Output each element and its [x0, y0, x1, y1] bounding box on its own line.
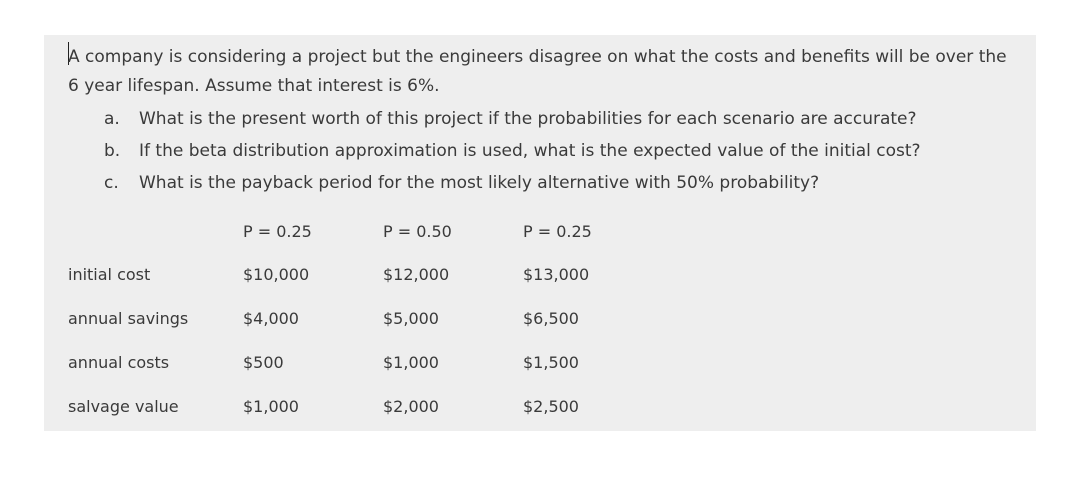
- table-cell: $1,000: [383, 353, 439, 372]
- row-label-annual-costs: annual costs: [68, 353, 170, 372]
- problem-line-1: A company is considering a project but the engineers disagree on what the costs and benefits will be over the: [68, 47, 1007, 67]
- table-cell: $10,000: [243, 265, 310, 284]
- question-a-text: What is the present worth of this project if the probabilities for each scenario are accurate?: [139, 109, 917, 129]
- table-header-col-1: P = 0.25: [243, 222, 312, 241]
- question-a-marker: a.: [104, 109, 120, 129]
- table-cell: $1,500: [523, 353, 579, 372]
- question-b-marker: b.: [104, 141, 121, 161]
- question-c-text: What is the payback period for the most likely alternative with 50% probability?: [139, 173, 820, 193]
- table-cell: $2,000: [383, 397, 439, 416]
- table-cell: $1,000: [243, 397, 299, 416]
- row-label-annual-savings: annual savings: [68, 309, 189, 328]
- table-cell: $500: [243, 353, 284, 372]
- row-label-initial-cost: initial cost: [68, 265, 151, 284]
- table-cell: $6,500: [523, 309, 579, 328]
- table-cell: $4,000: [243, 309, 299, 328]
- table-header-col-2: P = 0.50: [383, 222, 452, 241]
- table-header-col-3: P = 0.25: [523, 222, 592, 241]
- table-cell: $13,000: [523, 265, 590, 284]
- question-c-marker: c.: [104, 173, 119, 193]
- question-b-text: If the beta distribution approximation is used, what is the expected value of the initial cost?: [139, 141, 921, 161]
- table-cell: $12,000: [383, 265, 450, 284]
- table-cell: $2,500: [523, 397, 579, 416]
- table-cell: $5,000: [383, 309, 439, 328]
- row-label-salvage-value: salvage value: [68, 397, 179, 416]
- problem-line-2: 6 year lifespan. Assume that interest is 6%.: [68, 76, 440, 96]
